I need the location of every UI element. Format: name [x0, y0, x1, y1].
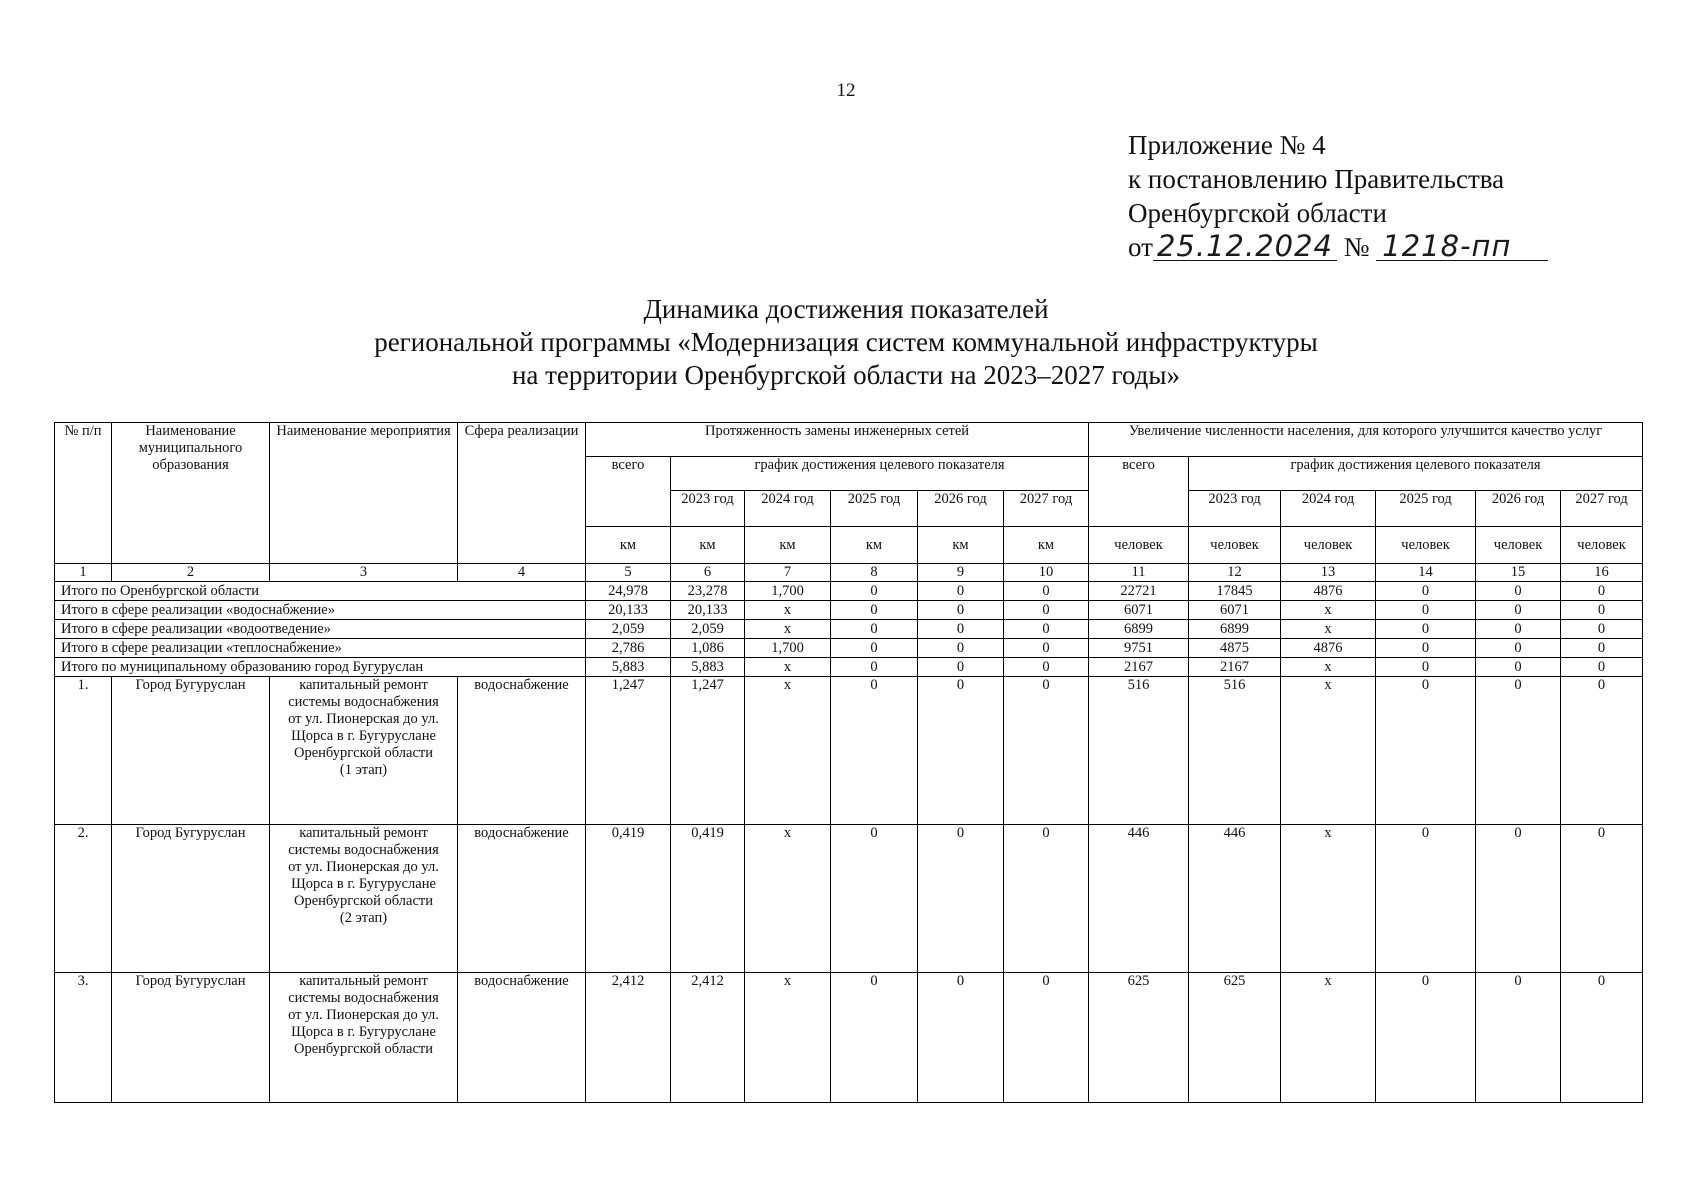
row-value: 2,412 — [586, 973, 671, 1103]
row-value: x — [1281, 677, 1376, 825]
table-row — [55, 825, 1643, 973]
column-number: 12 — [1189, 564, 1281, 582]
row-event: капитальный ремонт системы водоснабжения от ул. Пионерская до ул. Щорса в г. Бугуруслане Оренбургской области (2 этап) — [270, 825, 458, 973]
unit-people: человек — [1476, 527, 1561, 564]
summary-value: 0 — [1476, 601, 1561, 620]
summary-value: 4876 — [1281, 582, 1376, 601]
summary-row-region — [55, 582, 1643, 601]
summary-value: 0 — [1561, 601, 1643, 620]
summary-value: 0 — [1476, 639, 1561, 658]
row-event: капитальный ремонт системы водоснабжения от ул. Пионерская до ул. Щорса в г. Бугуруслане Оренбургской области (1 этап) — [270, 677, 458, 825]
row-sphere: водоснабжение — [458, 825, 586, 973]
row-sphere: водоснабжение — [458, 677, 586, 825]
summary-value: 4876 — [1281, 639, 1376, 658]
row-value: 0 — [1476, 973, 1561, 1103]
summary-value: x — [1281, 620, 1376, 639]
summary-value: 2,059 — [671, 620, 745, 639]
column-number: 9 — [918, 564, 1004, 582]
row-value: 0 — [1561, 677, 1643, 825]
summary-value: 0 — [918, 639, 1004, 658]
row-value: 516 — [1089, 677, 1189, 825]
unit-people: человек — [1281, 527, 1376, 564]
header-pop-total: всего — [1089, 457, 1189, 527]
column-number: 2 — [112, 564, 270, 582]
row-number: 3. — [55, 973, 112, 1103]
row-sphere: водоснабжение — [458, 973, 586, 1103]
column-number: 6 — [671, 564, 745, 582]
summary-value: 0 — [1561, 620, 1643, 639]
title-line-1: Динамика достижения показателей — [643, 294, 1049, 324]
summary-value: 0 — [831, 620, 918, 639]
header-pop-year: 2023 год — [1189, 491, 1281, 527]
row-value: 0 — [1004, 677, 1089, 825]
handwritten-number: 1218-пп — [1376, 232, 1548, 261]
summary-value: x — [745, 658, 831, 677]
title-line-2: региональной программы «Модернизация систем коммунальной инфраструктуры — [374, 327, 1318, 357]
summary-value: 0 — [831, 582, 918, 601]
page-number: 12 — [836, 80, 856, 101]
row-value: 0 — [918, 825, 1004, 973]
summary-value: 17845 — [1189, 582, 1281, 601]
summary-value: 0 — [1376, 639, 1476, 658]
unit-km: км — [831, 527, 918, 564]
row-value: 0 — [831, 677, 918, 825]
summary-value: 0 — [831, 658, 918, 677]
row-number: 2. — [55, 825, 112, 973]
row-value: 0 — [1004, 973, 1089, 1103]
indicators-table — [54, 422, 1643, 1103]
summary-value: 0 — [1561, 658, 1643, 677]
summary-value: 22721 — [1089, 582, 1189, 601]
header-population-group: Увеличение численности населения, для которого улучшится качество услуг — [1089, 423, 1643, 457]
column-number: 11 — [1089, 564, 1189, 582]
table-row — [55, 973, 1643, 1103]
header-len-year: 2024 год — [745, 491, 831, 527]
summary-value: 9751 — [1089, 639, 1189, 658]
row-value: 446 — [1089, 825, 1189, 973]
summary-row-water-supply — [55, 601, 1643, 620]
row-value: x — [745, 825, 831, 973]
summary-value: 6071 — [1189, 601, 1281, 620]
row-value: 0 — [1476, 677, 1561, 825]
summary-value: 6899 — [1089, 620, 1189, 639]
summary-value: 0 — [1376, 658, 1476, 677]
row-value: x — [745, 677, 831, 825]
row-value: 0 — [1376, 677, 1476, 825]
summary-value: 1,086 — [671, 639, 745, 658]
summary-value: 1,700 — [745, 639, 831, 658]
row-value: 0 — [1004, 825, 1089, 973]
header-pop-schedule: график достижения целевого показателя — [1189, 457, 1643, 491]
header-sphere: Сфера реализации — [458, 423, 586, 564]
summary-row-heat-supply — [55, 639, 1643, 658]
row-value: 0,419 — [671, 825, 745, 973]
summary-value: 20,133 — [586, 601, 671, 620]
unit-people: человек — [1089, 527, 1189, 564]
summary-value: 0 — [918, 582, 1004, 601]
column-number: 16 — [1561, 564, 1643, 582]
title-line-3: на территории Оренбургской области на 2023–2027 годы» — [511, 360, 1181, 390]
appendix-block — [1128, 128, 1548, 264]
unit-km: км — [671, 527, 745, 564]
header-pop-year: 2025 год — [1376, 491, 1476, 527]
header-event: Наименование мероприятия — [270, 423, 458, 564]
header-len-year: 2023 год — [671, 491, 745, 527]
column-number: 1 — [55, 564, 112, 582]
summary-label: Итого в сфере реализации «водоотведение» — [55, 620, 586, 639]
header-len-year: 2025 год — [831, 491, 918, 527]
header-pop-year: 2026 год — [1476, 491, 1561, 527]
header-length-total: всего — [586, 457, 671, 527]
summary-value: 1,700 — [745, 582, 831, 601]
column-number: 8 — [831, 564, 918, 582]
column-number: 15 — [1476, 564, 1561, 582]
summary-value: 0 — [831, 601, 918, 620]
summary-value: 20,133 — [671, 601, 745, 620]
column-number: 5 — [586, 564, 671, 582]
summary-value: 6071 — [1089, 601, 1189, 620]
unit-people: человек — [1376, 527, 1476, 564]
row-value: 625 — [1189, 973, 1281, 1103]
summary-value: 5,883 — [586, 658, 671, 677]
row-value: 446 — [1189, 825, 1281, 973]
row-municipality: Город Бугуруслан — [112, 825, 270, 973]
header-pop-year: 2027 год — [1561, 491, 1643, 527]
header-no: № п/п — [55, 423, 112, 564]
row-value: 0 — [918, 973, 1004, 1103]
header-municipality: Наименование муниципального образования — [112, 423, 270, 564]
summary-label: Итого в сфере реализации «водоснабжение» — [55, 601, 586, 620]
row-event: капитальный ремонт системы водоснабжения от ул. Пионерская до ул. Щорса в г. Бугуруслане Оренбургской области — [270, 973, 458, 1103]
row-value: 1,247 — [671, 677, 745, 825]
summary-value: 0 — [918, 620, 1004, 639]
summary-value: x — [1281, 601, 1376, 620]
column-number: 10 — [1004, 564, 1089, 582]
summary-value: 2167 — [1089, 658, 1189, 677]
row-municipality: Город Бугуруслан — [112, 677, 270, 825]
header-len-year: 2026 год — [918, 491, 1004, 527]
summary-value: 2167 — [1189, 658, 1281, 677]
column-number: 7 — [745, 564, 831, 582]
row-value: 0 — [1561, 825, 1643, 973]
header-length-group: Протяженность замены инженерных сетей — [586, 423, 1089, 457]
summary-value: 4875 — [1189, 639, 1281, 658]
date-prefix: от — [1128, 232, 1153, 262]
summary-value: 0 — [918, 601, 1004, 620]
summary-value: x — [745, 601, 831, 620]
summary-value: 2,059 — [586, 620, 671, 639]
summary-value: 0 — [1004, 639, 1089, 658]
summary-label: Итого в сфере реализации «теплоснабжение» — [55, 639, 586, 658]
summary-value: 0 — [1004, 620, 1089, 639]
summary-value: 0 — [1476, 620, 1561, 639]
header-len-year: 2027 год — [1004, 491, 1089, 527]
row-value: x — [1281, 825, 1376, 973]
row-value: x — [1281, 973, 1376, 1103]
summary-label: Итого по муниципальному образованию город Бугуруслан — [55, 658, 586, 677]
summary-value: 6899 — [1189, 620, 1281, 639]
row-value: 1,247 — [586, 677, 671, 825]
row-municipality: Город Бугуруслан — [112, 973, 270, 1103]
handwritten-date: 25.12.2024 — [1153, 232, 1337, 261]
summary-value: 2,786 — [586, 639, 671, 658]
unit-people: человек — [1561, 527, 1643, 564]
summary-value: 0 — [831, 639, 918, 658]
row-value: 0 — [831, 973, 918, 1103]
summary-value: x — [745, 620, 831, 639]
summary-value: 0 — [1476, 658, 1561, 677]
unit-km: км — [745, 527, 831, 564]
header-pop-year: 2024 год — [1281, 491, 1376, 527]
row-value: 0 — [1376, 825, 1476, 973]
appendix-line-1: Приложение № 4 — [1128, 130, 1326, 160]
summary-row-buguruslan — [55, 658, 1643, 677]
summary-value: 0 — [1561, 582, 1643, 601]
appendix-line-4 — [1128, 230, 1548, 264]
row-value: 0,419 — [586, 825, 671, 973]
summary-label: Итого по Оренбургской области — [55, 582, 586, 601]
number-sign: № — [1343, 232, 1370, 262]
summary-value: 0 — [1376, 601, 1476, 620]
summary-value: 5,883 — [671, 658, 745, 677]
summary-row-sewerage — [55, 620, 1643, 639]
row-value: 0 — [1376, 973, 1476, 1103]
summary-value: 24,978 — [586, 582, 671, 601]
appendix-line-3: Оренбургской области — [1128, 198, 1387, 228]
row-number: 1. — [55, 677, 112, 825]
summary-value: 0 — [1476, 582, 1561, 601]
row-value: x — [745, 973, 831, 1103]
unit-km: км — [586, 527, 671, 564]
row-value: 0 — [918, 677, 1004, 825]
summary-value: 0 — [1004, 601, 1089, 620]
column-number: 13 — [1281, 564, 1376, 582]
row-value: 2,412 — [671, 973, 745, 1103]
row-value: 0 — [831, 825, 918, 973]
summary-value: 0 — [1376, 582, 1476, 601]
summary-value: 0 — [1376, 620, 1476, 639]
summary-value: 0 — [1004, 658, 1089, 677]
row-value: 0 — [1561, 973, 1643, 1103]
summary-value: 23,278 — [671, 582, 745, 601]
unit-km: км — [918, 527, 1004, 564]
column-number: 3 — [270, 564, 458, 582]
summary-value: 0 — [918, 658, 1004, 677]
row-value: 0 — [1476, 825, 1561, 973]
summary-value: x — [1281, 658, 1376, 677]
row-value: 625 — [1089, 973, 1189, 1103]
table-row — [55, 677, 1643, 825]
column-number: 14 — [1376, 564, 1476, 582]
column-number: 4 — [458, 564, 586, 582]
row-value: 516 — [1189, 677, 1281, 825]
summary-value: 0 — [1004, 582, 1089, 601]
document-title — [0, 293, 1692, 392]
header-length-schedule: график достижения целевого показателя — [671, 457, 1089, 491]
summary-value: 0 — [1561, 639, 1643, 658]
appendix-line-2: к постановлению Правительства — [1128, 164, 1505, 194]
unit-people: человек — [1189, 527, 1281, 564]
unit-km: км — [1004, 527, 1089, 564]
